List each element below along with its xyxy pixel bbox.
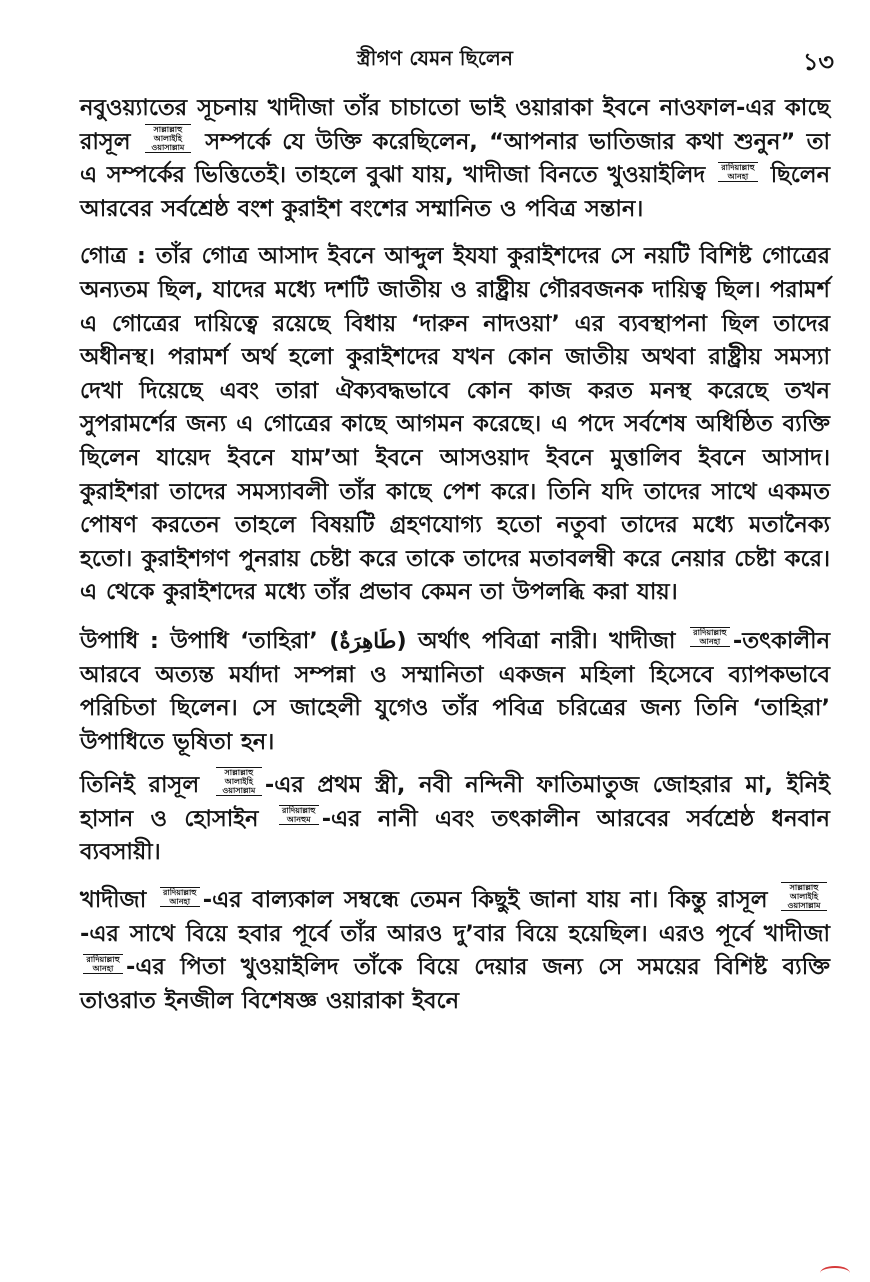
- paragraph-upadhi: [80, 624, 830, 759]
- page-header: [0, 44, 870, 80]
- upadhi-text-a: উপাধি ‘তাহিরা’ (: [170, 627, 340, 654]
- female-honorific-mark: রাদিয়াল্লাহু আনহা: [83, 954, 123, 974]
- female-honorific-mark: রাদিয়াল্লাহু আনহা: [160, 887, 200, 907]
- upadhi-text-c: -তৎকালীন আরবে অত্যন্ত মর্যাদা সম্পন্না ও সম্মানিতা একজন মহিলা হিসেবে ব্যাপকভাবে পরিচিতা ছিলেন। সে জাহেলী যুগেও তাঁর পবিত্র চরিত্রের জন্য তিনি ‘তাহিরা’ উপাধিতে ভূষিতা হন।: [80, 627, 831, 755]
- paragraph-gotra: [80, 240, 830, 610]
- paragraph-1-text-b: সম্পর্কে যে উক্তি করেছিলেন, “আপনার ভাতিজার কথা শুনুন” তা এ সম্পর্কের ভিত্তিতেই। তাহলে বুঝা যায়, খাদীজা বিনতে খুওয়াইলিদ: [80, 128, 830, 189]
- paragraph-1-text-a: নবুওয়্যাতের সূচনায় খাদীজা তাঁর চাচাতো ভাই ওয়ারাকা ইবনে নাওফাল-এর কাছে রাসূল: [80, 95, 830, 155]
- gotra-text: তাঁর গোত্র আসাদ ইবনে আব্দুল ইযযা কুরাইশদের সে নয়টি বিশিষ্ট গোত্রের অন্যতম ছিল, যাদের মধ্যে দশটি জাতীয় ও রাষ্ট্রীয় গৌরবজনক দায়িত্ব ছিল। পরামর্শ এ গোত্রের দায়িত্বে রয়েছে বিধায় ‘দারুন নাদওয়া’ এর ব্যবস্থাপনা ছিল তাদের অধীনস্থ। পরামর্শ অর্থ হলো কুরাইশদের যখন কোন জাতীয় অথবা রাষ্ট্রীয় সমস্যা দেখা দিয়েছে এবং তারা ঐক্যবদ্ধভাবে কোন কাজ করত মনস্থ করেছে তখন সুপরামর্শের জন্য এ গোত্রের কাছে আগমন করেছে। এ পদে সর্বশেষ অধিষ্ঠিত ব্যক্তি ছিলেন যায়েদ ইবনে যাম’আ ইবনে আসওয়াদ ইবনে মুত্তালিব ইবনে আসাদ। কুরাইশরা তাদের সমস্যাবলী তাঁর কাছে পেশ করে। তিনি যদি তাদের সাথে একমত পোষণ করতেন তাহলে বিষয়টি গ্রহণযোগ্য হতো নতুবা তাদের মধ্যে মতানৈক্য হতো। কুরাইশগণ পুনরায় চেষ্টা করে তাকে তাদের মতাবলম্বী করে নেয়ার চেষ্টা করে। এ থেকে কুরাইশদের মধ্যে তাঁর প্রভাব কেমন তা উপলব্ধি করা যায়।: [80, 243, 830, 606]
- paragraph-5-text-d: -এর পিতা খুওয়াইলিদ তাঁকে বিয়ে দেয়ার জন্য সে সময়ের বিশিষ্ট ব্যক্তি তাওরাত ইনজীল বিশেষজ্ঞ ওয়ারাকা ইবনে: [80, 954, 830, 1014]
- body-text: [80, 92, 830, 1028]
- upadhi-heading: উপাধি :: [80, 627, 159, 654]
- paragraph-5: [80, 884, 830, 1018]
- male-honorific-mark: রাদিয়াল্লাহু আনহুম: [279, 805, 319, 825]
- prophet-honorific-mark: সাল্লাল্লাহু আলাইহি ওয়াসাল্লাম: [145, 124, 191, 153]
- paragraph-5-text-a: খাদীজা: [80, 887, 147, 914]
- gotra-heading: গোত্র :: [80, 243, 146, 270]
- paragraph-5-text-b: -এর বাল্যকাল সম্বন্ধে তেমন কিছুই জানা যায় না। কিন্তু রাসূল: [202, 887, 768, 914]
- upadhi-text-b: ) অর্থাৎ পবিত্রা নারী। খাদীজা: [396, 627, 676, 654]
- arabic-tahira: طَاهِرَةٌ: [339, 627, 397, 653]
- paragraph-1-text-c: ছিলেন আরবের সর্বশ্রেষ্ঠ বংশ কুরাইশ বংশের সম্মানিত ও পবিত্র সন্তান।: [80, 162, 830, 222]
- paragraph-4-text-c: -এর নানী এবং তৎকালীন আরবের সর্বশ্রেষ্ঠ ধনবান ব্যবসায়ী।: [80, 805, 830, 866]
- paragraph-5-text-c: -এর সাথে বিয়ে হবার পূর্বে তাঁর আরও দু’বার বিয়ে হয়েছিল। এরও পূর্বে খাদীজা: [80, 920, 830, 947]
- running-title: স্ত্রীগণ যেমন ছিলেন: [356, 46, 514, 70]
- red-pen-mark: [820, 1266, 850, 1280]
- paragraph-4-text-a: তিনিই রাসূল: [80, 772, 200, 799]
- prophet-honorific-mark: সাল্লাল্লাহু আলাইহি ওয়াসাল্লাম: [216, 767, 262, 796]
- page-number: ১৩: [802, 48, 834, 76]
- female-honorific-mark: রাদিয়াল্লাহু আনহা: [690, 627, 730, 647]
- paragraph-4-text-b: -এর প্রথম স্ত্রী, নবী নন্দিনী ফাতিমাতুজ জোহরার মা, ইনিই হাসান ও হোসাইন: [80, 772, 830, 832]
- prophet-honorific-mark: সাল্লাল্লাহু আলাইহি ওয়াসাল্লাম: [781, 882, 827, 911]
- paragraph-4: [80, 769, 830, 870]
- paragraph-1: [80, 92, 830, 226]
- female-honorific-mark: রাদিয়াল্লাহু আনহা: [718, 162, 758, 182]
